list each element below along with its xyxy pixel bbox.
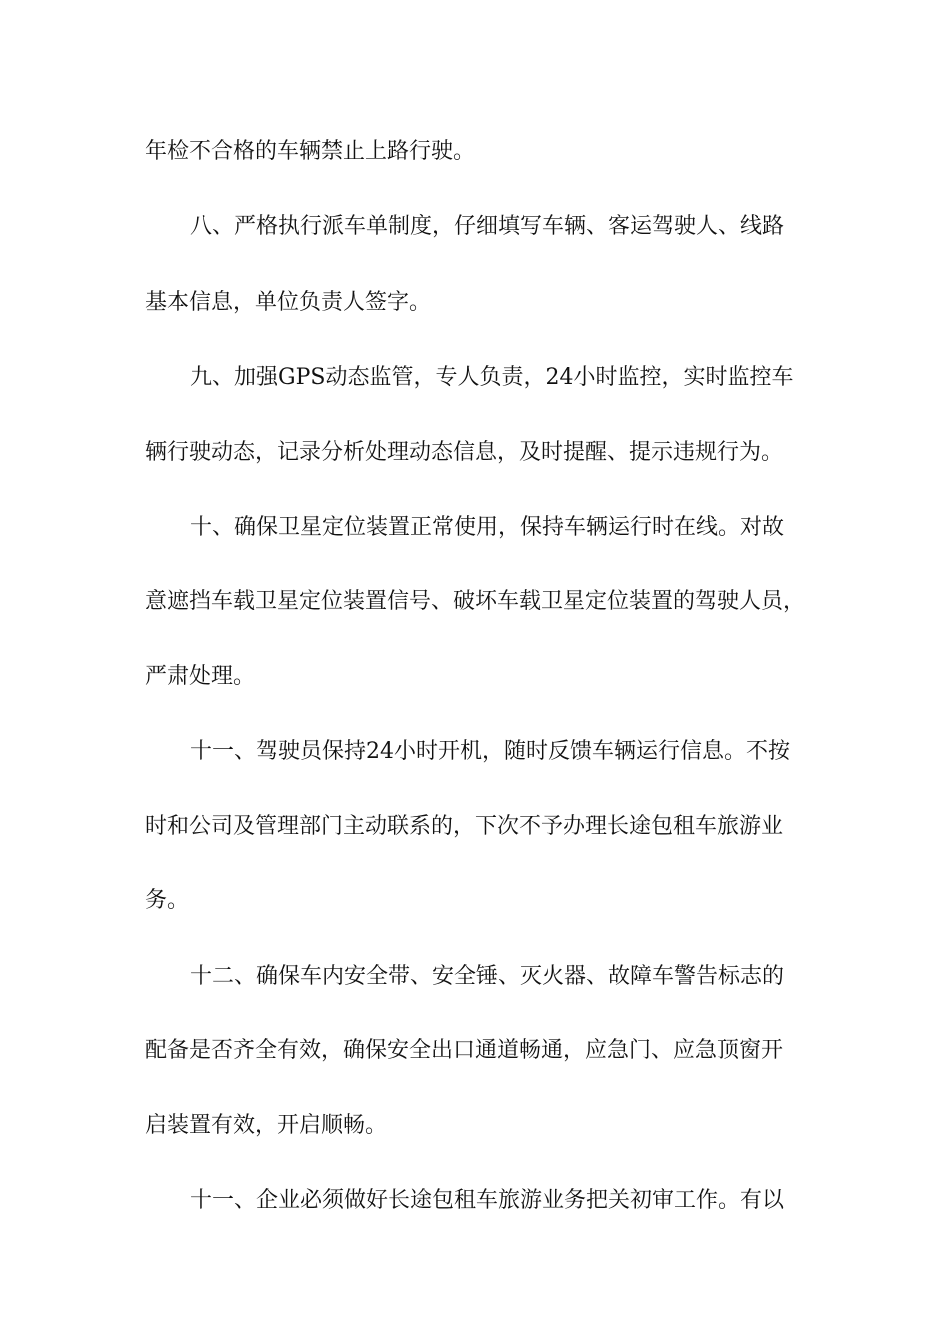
paragraph-line: 年检不合格的车辆禁止上路行驶。	[145, 139, 476, 164]
paragraph-line: 意遮挡车载卫星定位装置信号、破坏车载卫星定位装置的驾驶人员，	[145, 589, 806, 614]
paragraph-line: 启装置有效，开启顺畅。	[145, 1113, 388, 1138]
paragraph-line: 十一、驾驶员保持24小时开机，随时反馈车辆运行信息。不按	[190, 739, 790, 764]
paragraph-line: 八、严格执行派车单制度，仔细填写车辆、客运驾驶人、线路	[190, 214, 785, 239]
paragraph-line: 时和公司及管理部门主动联系的，下次不予办理长途包租车旅游业	[145, 814, 784, 839]
paragraph-line: 十一、企业必须做好长途包租车旅游业务把关初审工作。有以	[190, 1188, 785, 1213]
paragraph-line: 严肃处理。	[145, 664, 256, 689]
paragraph-line: 十、确保卫星定位装置正常使用，保持车辆运行时在线。对故	[190, 515, 785, 540]
paragraph-line: 务。	[145, 888, 190, 913]
paragraph-line: 十二、确保车内安全带、安全锤、灭火器、故障车警告标志的	[190, 964, 785, 989]
paragraph-line: 基本信息，单位负责人签字。	[145, 290, 432, 315]
paragraph-line: 配备是否齐全有效，确保安全出口通道畅通，应急门、应急顶窗开	[145, 1038, 784, 1063]
paragraph-line: 九、加强GPS动态监管，专人负责，24小时监控，实时监控车	[190, 365, 794, 390]
paragraph-line: 辆行驶动态，记录分析处理动态信息，及时提醒、提示违规行为。	[145, 440, 784, 465]
